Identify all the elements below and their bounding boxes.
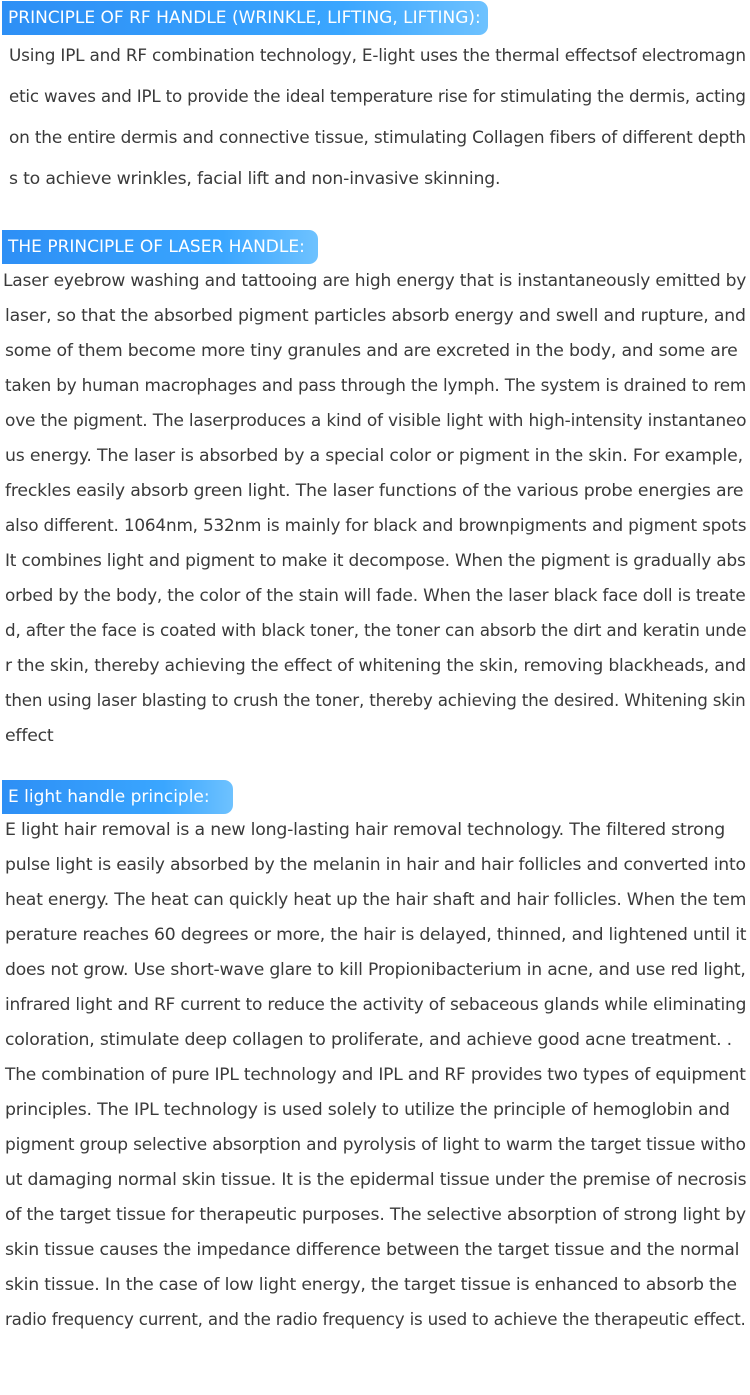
- section-e-light-line: perature reaches 60 degrees or more, the hair is delayed, thinned, and lightened until it: [5, 925, 747, 945]
- section-laser-line: then using laser blasting to crush the toner, thereby achieving the desired. Whitening skin: [5, 691, 746, 711]
- section-rf-line: Using IPL and RF combination technology, E-light uses the thermal effectsof electromagn: [9, 46, 746, 66]
- section-e-light-line: infrared light and RF current to reduce the activity of sebaceous glands while eliminating: [5, 995, 747, 1015]
- section-laser-line: r the skin, thereby achieving the effect of whitening the skin, removing blackheads, and: [5, 656, 746, 676]
- section-title-rf-handle: PRINCIPLE OF RF HANDLE (WRINKLE, LIFTING, LIFTING):: [2, 1, 488, 35]
- section-laser-line: freckles easily absorb green light. The laser functions of the various probe energies are: [5, 481, 744, 501]
- section-laser-line: orbed by the body, the color of the stain will fade. When the laser black face doll is treate: [5, 586, 746, 606]
- section-laser-line: d, after the face is coated with black toner, the toner can absorb the dirt and keratin unde: [5, 621, 747, 641]
- section-e-light-line: pulse light is easily absorbed by the melanin in hair and hair follicles and converted into: [5, 855, 746, 875]
- section-e-light-line: of the target tissue for therapeutic purposes. The selective absorption of strong light by: [5, 1205, 746, 1225]
- section-laser-line: Laser eyebrow washing and tattooing are high energy that is instantaneously emitted by: [3, 271, 747, 291]
- section-e-light-line: E light hair removal is a new long-lasting hair removal technology. The filtered strong: [5, 820, 725, 840]
- section-e-light-line: heat energy. The heat can quickly heat up the hair shaft and hair follicles. When the tem: [5, 890, 747, 910]
- section-e-light-line: principles. The IPL technology is used solely to utilize the principle of hemoglobin and: [5, 1100, 730, 1120]
- section-rf-line: on the entire dermis and connective tissue, stimulating Collagen fibers of different depth: [9, 128, 746, 148]
- section-rf-line: etic waves and IPL to provide the ideal temperature rise for stimulating the dermis, acting: [9, 87, 746, 107]
- section-laser-line: effect: [5, 726, 54, 746]
- section-e-light-line: ut damaging normal skin tissue. It is the epidermal tissue under the premise of necrosis: [5, 1170, 747, 1190]
- section-e-light-line: radio frequency current, and the radio frequency is used to achieve the therapeutic effect.: [5, 1310, 746, 1330]
- section-laser-line: taken by human macrophages and pass through the lymph. The system is drained to rem: [5, 376, 747, 396]
- section-laser-line: laser, so that the absorbed pigment particles absorb energy and swell and rupture, and: [5, 306, 746, 326]
- section-e-light-line: pigment group selective absorption and pyrolysis of light to warm the target tissue witho: [5, 1135, 746, 1155]
- section-e-light-line: does not grow. Use short-wave glare to kill Propionibacterium in acne, and use red light,: [5, 960, 746, 980]
- section-laser-line: also different. 1064nm, 532nm is mainly for black and brownpigments and pigment spots: [5, 516, 747, 536]
- section-laser-line: us energy. The laser is absorbed by a special color or pigment in the skin. For example,: [5, 446, 743, 466]
- section-laser-line: some of them become more tiny granules and are excreted in the body, and some are: [5, 341, 738, 361]
- section-title-laser-handle: THE PRINCIPLE OF LASER HANDLE:: [2, 230, 318, 264]
- section-laser-line: ove the pigment. The laserproduces a kind of visible light with high-intensity instantaneo: [5, 411, 747, 431]
- section-e-light-line: coloration, stimulate deep collagen to proliferate, and achieve good acne treatment. .: [5, 1030, 732, 1050]
- section-rf-line: s to achieve wrinkles, facial lift and non-invasive skinning.: [9, 169, 501, 189]
- section-title-e-light-handle: E light handle principle:: [2, 780, 233, 814]
- section-laser-line: It combines light and pigment to make it decompose. When the pigment is gradually abs: [5, 551, 746, 571]
- section-e-light-line: skin tissue. In the case of low light energy, the target tissue is enhanced to absorb the: [5, 1275, 737, 1295]
- section-e-light-line: The combination of pure IPL technology and IPL and RF provides two types of equipment: [5, 1065, 746, 1085]
- section-e-light-line: skin tissue causes the impedance difference between the target tissue and the normal: [5, 1240, 740, 1260]
